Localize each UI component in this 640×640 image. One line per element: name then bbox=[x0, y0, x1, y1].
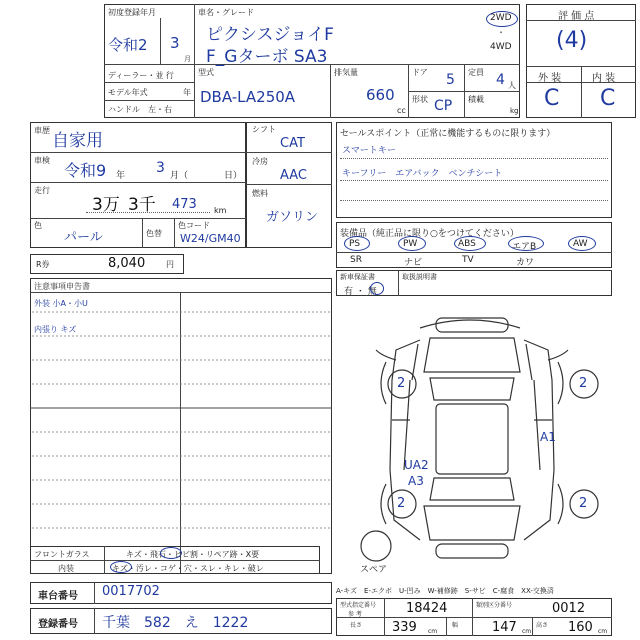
inspection-day-unit: 日） bbox=[224, 171, 243, 181]
manual-label: 取扱説明書 bbox=[402, 273, 437, 281]
kg-unit: kg bbox=[510, 107, 519, 115]
first-reg-label: 初度登録年月 bbox=[108, 8, 156, 17]
drive-2wd: 2WD bbox=[490, 13, 512, 23]
equip-leather: カワ bbox=[516, 258, 535, 268]
inspection-era: 令和9 bbox=[64, 161, 107, 180]
front-glass-label: フロントガラス bbox=[34, 550, 90, 559]
chassis-value: 0017702 bbox=[102, 584, 160, 599]
inspection-month-unit: 月（ bbox=[170, 171, 189, 181]
mileage-label: 走行 bbox=[34, 186, 50, 195]
tire-front-right-mark: 2 bbox=[579, 376, 588, 391]
color-code-value: W24/GM40 bbox=[180, 232, 241, 245]
tire-front-left-mark: 2 bbox=[397, 376, 406, 391]
recycle-label: R券 bbox=[36, 260, 50, 269]
registration-value: 千葉 582 え 1222 bbox=[102, 615, 249, 631]
height-unit: cm bbox=[598, 628, 608, 635]
equipment-title: 装備品（純正品に限り○をつけてください） bbox=[340, 229, 519, 239]
warranty-label: 新車保証書 bbox=[340, 273, 375, 281]
door-value: 5 bbox=[446, 72, 455, 88]
notes-box bbox=[30, 278, 332, 574]
car-name: ピクシスジョイF bbox=[206, 25, 334, 45]
recycle-unit: 円 bbox=[166, 260, 174, 269]
sales-line-2: キーフリー エアバック ベンチシート bbox=[342, 169, 503, 179]
length-label: 長さ bbox=[350, 622, 363, 629]
width-value: 147 bbox=[492, 620, 517, 635]
notes-line-1: 外装 小A・小U bbox=[34, 299, 88, 308]
spare-label: スペア bbox=[360, 565, 388, 575]
equip-pw: PW bbox=[403, 239, 418, 249]
tire-rear-left-mark: 2 bbox=[397, 496, 406, 511]
height-value: 160 bbox=[568, 620, 593, 635]
color-code-label: 色コード bbox=[178, 221, 210, 230]
drive-4wd: 4WD bbox=[490, 42, 512, 52]
damage-mark-a3: A3 bbox=[408, 474, 424, 488]
interior-label: 内 装 bbox=[592, 73, 616, 84]
fuel-value: ガソリン bbox=[266, 210, 319, 225]
shift-value: CAT bbox=[280, 136, 305, 151]
type-value: DBA-LA250A bbox=[200, 88, 296, 106]
name-grade-label: 車名・グレード bbox=[198, 8, 254, 17]
capacity-label: 定員 bbox=[468, 68, 484, 77]
equip-aw: AW bbox=[573, 239, 588, 249]
first-reg-month: 3 bbox=[170, 34, 180, 52]
load-label: 積載 bbox=[468, 95, 484, 104]
first-reg-era: 令和2 bbox=[108, 36, 148, 54]
shape-value: CP bbox=[434, 98, 453, 114]
shape-label: 形状 bbox=[412, 95, 428, 104]
color-label: 色 bbox=[34, 221, 42, 230]
width-label: 幅 bbox=[452, 622, 459, 629]
inspection-month: 3 bbox=[156, 160, 165, 176]
fuel-label: 燃料 bbox=[252, 189, 268, 198]
drive-dot: ・ bbox=[497, 28, 505, 37]
warranty-value: 有 ・ 無 bbox=[344, 287, 377, 297]
car-grade: F_Gターボ SA3 bbox=[206, 47, 328, 67]
displacement-label: 排気量 bbox=[334, 68, 358, 77]
recycle-value: 8,040 bbox=[108, 256, 146, 271]
category-value: 0012 bbox=[552, 601, 586, 616]
equip-ps: PS bbox=[349, 239, 361, 249]
model-designation-ref: 参 考 bbox=[348, 611, 362, 618]
score-value: (4) bbox=[556, 28, 588, 53]
score-label: 評 価 点 bbox=[558, 11, 595, 22]
sales-title: セールスポイント（正常に機能するものに限ります） bbox=[340, 129, 556, 139]
tire-rear-right-mark: 2 bbox=[579, 496, 588, 511]
notes-line-2: 内張り キズ bbox=[34, 325, 77, 334]
model-year-unit: 年 bbox=[183, 88, 191, 97]
equip-abs: ABS bbox=[458, 239, 476, 249]
shift-label: シフト bbox=[252, 125, 276, 134]
ac-label: 冷房 bbox=[252, 157, 268, 166]
interior-cond-value: キズ・汚レ・コゲ・穴・スレ・キレ・破レ bbox=[112, 564, 264, 573]
model-designation-value: 18424 bbox=[406, 601, 448, 616]
model-designation-label: 型式指定番号 bbox=[340, 602, 377, 609]
km-unit: km bbox=[214, 206, 227, 215]
inspection-label: 車検 bbox=[34, 156, 50, 165]
interior-cond-label: 内装 bbox=[58, 564, 74, 573]
capacity-value: 4 bbox=[496, 72, 505, 88]
damage-legend: A-キズ E-エクボ U-凹み W-補修跡 S-サビ C-腐食 XX-交換済 bbox=[336, 587, 554, 595]
length-unit: cm bbox=[428, 628, 438, 635]
damage-mark-a1: A1 bbox=[540, 430, 556, 444]
category-label: 類別区分番号 bbox=[476, 602, 513, 609]
usage-label: 車歴 bbox=[34, 126, 50, 135]
height-label: 高さ bbox=[536, 622, 549, 629]
equip-tv: TV bbox=[462, 255, 474, 265]
mileage-sen: 3千 bbox=[128, 195, 156, 215]
mileage-man: 3万 bbox=[92, 195, 120, 215]
cc-unit: cc bbox=[397, 106, 406, 115]
model-year-label: モデル年式 bbox=[108, 88, 148, 97]
equip-navi: ナビ bbox=[404, 258, 423, 268]
ac-value: AAC bbox=[280, 168, 307, 183]
first-reg-month-unit: 月 bbox=[184, 55, 191, 63]
interior-grade: C bbox=[600, 86, 616, 111]
exterior-label: 外 装 bbox=[538, 73, 562, 84]
usage-value: 自家用 bbox=[52, 131, 103, 151]
inspection-year-unit: 年 bbox=[116, 171, 126, 181]
length-value: 339 bbox=[392, 620, 417, 635]
recycle-box bbox=[30, 254, 184, 274]
mileage-rest: 473 bbox=[172, 197, 197, 212]
door-label: ドア bbox=[412, 68, 428, 77]
front-glass-value: キズ・飛石・ヒビ割・リペア跡・X要 bbox=[126, 550, 260, 559]
damage-mark-ua2: UA2 bbox=[404, 458, 429, 472]
equip-sr: SR bbox=[350, 255, 362, 265]
color-value: パール bbox=[64, 230, 103, 245]
notes-title: 注意事項申告書 bbox=[34, 282, 90, 291]
type-label: 型式 bbox=[198, 68, 214, 77]
equip-airbag: エアB bbox=[512, 242, 537, 252]
registration-label: 登録番号 bbox=[38, 619, 78, 630]
color-swatch-label: 色替 bbox=[146, 229, 162, 238]
capacity-unit: 人 bbox=[508, 81, 516, 90]
sales-line-1: スマートキー bbox=[342, 146, 396, 156]
displacement-value: 660 bbox=[366, 86, 395, 104]
chassis-label: 車台番号 bbox=[38, 591, 78, 602]
handle-label: ハンドル 左・右 bbox=[108, 105, 172, 114]
width-unit: cm bbox=[522, 628, 532, 635]
dealer-label: ディーラー・並 行 bbox=[108, 71, 174, 80]
exterior-grade: C bbox=[544, 86, 560, 111]
